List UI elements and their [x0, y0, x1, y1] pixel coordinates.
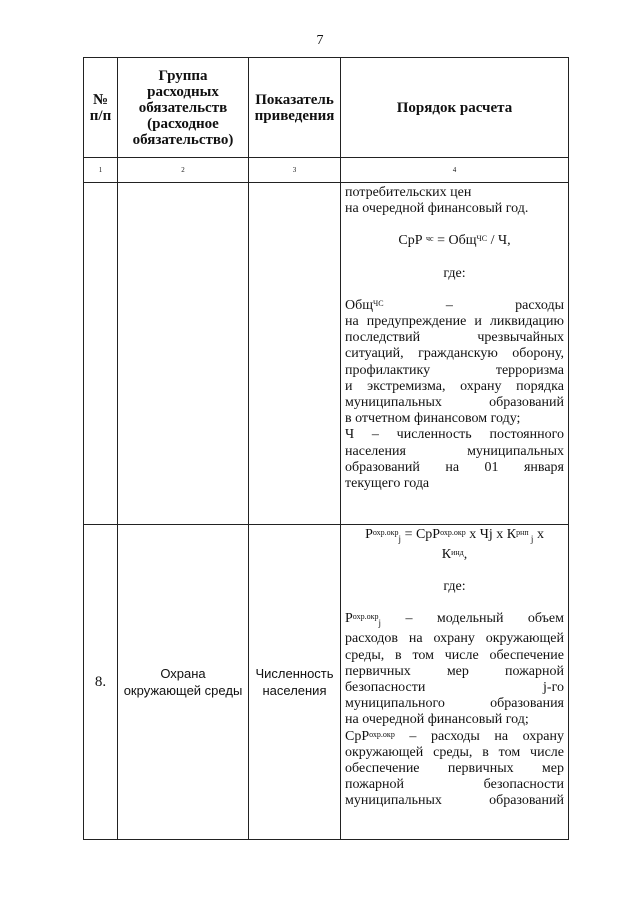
text-line: потребительских цен [345, 185, 472, 200]
row-number: 8. [84, 525, 118, 840]
text-line: на очередной финансовый год. [345, 201, 529, 217]
formula: $Р^{охр.окр}_j = СрР^{охр.окр}$ х Чj х $К^{рнп}$ $_j$ х [365, 527, 544, 544]
text-line: обеспечение первичных мер [345, 761, 564, 777]
text-line: образований на 01 января [345, 459, 564, 475]
column-number: 1 [84, 158, 118, 183]
formula-continuation: $К^{инд}$, [441, 547, 468, 562]
text-line: расходов на охрану окружающей [345, 631, 564, 647]
text-line: на предупреждение и ликвидацию [345, 314, 564, 330]
expenditure-group: Охрана окружающей среды [118, 525, 249, 840]
page-number: 7 [316, 33, 324, 48]
text-line: профилактику терроризма [345, 362, 564, 378]
continuation-row [84, 183, 569, 525]
text-line: в отчетном финансовом году; [345, 411, 521, 427]
text-line: окружающей среды, в том числе [345, 744, 564, 760]
definition-line: Общ$^{ЧС}$ – расходы [345, 297, 564, 313]
column-number: 2 [118, 158, 249, 183]
empty-cell [118, 183, 249, 525]
calculation-cell [341, 525, 569, 840]
text-line: населения муниципальных [345, 443, 564, 459]
text-line: первичных мер пожарной [345, 663, 564, 679]
definition-line: $Р^{охр.окр}_j$ – модельный объем [345, 611, 564, 629]
header-row [84, 58, 569, 158]
text-line: текущего года [345, 476, 430, 492]
calculation-table [83, 57, 569, 840]
empty-cell [84, 183, 118, 525]
text-line: муниципальных образований [345, 793, 564, 809]
header-calculation: Порядок расчета [341, 58, 569, 158]
definition-line: СрР$^{охр.окр}$ – расходы на охрану [345, 728, 564, 744]
empty-cell [249, 183, 341, 525]
column-number-row [84, 158, 569, 183]
text-line: безопасности j-го [345, 680, 564, 696]
where-label: где: [443, 265, 466, 281]
text-line: среды, в том числе обеспечение [345, 647, 564, 663]
text-line: последствий чрезвычайных [345, 330, 564, 346]
header-group: Группа расходных обязательств (расходное обязательство) [118, 58, 249, 158]
formula: СрР $^{чс}$ = Общ$^{ЧС}$ / Ч, [398, 233, 511, 249]
row-8 [84, 525, 569, 840]
text-line: муниципального образования [345, 696, 564, 712]
text-line: на очередной финансовый год; [345, 712, 529, 728]
calculation-cell [341, 183, 569, 525]
text-line: муниципальных образований [345, 395, 564, 411]
text-line: ситуаций, гражданскую оборону, [345, 346, 564, 362]
indicator: Численность населения [249, 525, 341, 840]
column-number: 4 [341, 158, 569, 183]
column-number: 3 [249, 158, 341, 183]
text-line: пожарной безопасности [345, 777, 564, 793]
text-line: и экстремизма, охрану порядка [345, 378, 564, 394]
header-number: № п/п [84, 58, 118, 158]
header-indicator: Показатель приведения [249, 58, 341, 158]
where-label: где: [443, 579, 466, 595]
text-line: Ч – численность постоянного [345, 427, 564, 443]
